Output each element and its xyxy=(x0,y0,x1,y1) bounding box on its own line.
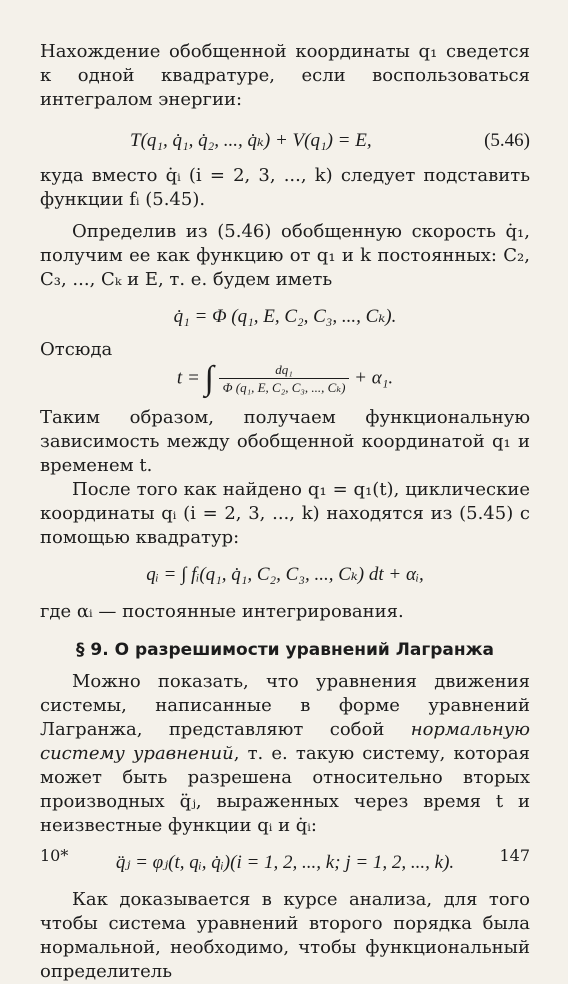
paragraph-substitution: куда вместо q̇ᵢ (i = 2, 3, ..., k) следует подставить функции fᵢ (5.45). xyxy=(40,165,530,210)
equation-lhs: t = xyxy=(176,367,200,389)
section-heading: § 9. О разрешимости уравнений Лагранжа xyxy=(75,640,494,660)
integral-sign: ∫ xyxy=(204,360,214,397)
equation-time-integral xyxy=(40,362,530,396)
equation-normal-form: q̈ⱼ = φⱼ(t, qᵢ, q̇ᵢ)(i = 1, 2, ..., k; j = 1, 2, ..., k). xyxy=(115,852,455,873)
paragraph-constants: где αᵢ — постоянные интегрирования. xyxy=(40,601,404,622)
normal-system-text-a: Можно показать, что уравнения движения системы, написанные в форме уравнений Лагранжа, представляют собой xyxy=(40,671,530,740)
paragraph-determinant: Как доказывается в курсе анализа, для того чтобы система уравнений второго порядка была нормальной, необходимо, чтобы функциональный определитель xyxy=(40,889,530,982)
normal-system-emphasis: нормальную систему уравнений xyxy=(40,719,530,764)
equation-cyclic-integral: qᵢ = ∫ fᵢ(q₁, q̇₁, C₂, C₃, ..., Cₖ) dt + αᵢ, xyxy=(146,564,424,585)
paragraph-dependence: Таким образом, получаем функциональную зависимость между обобщенной координатой q₁ и временем t. xyxy=(40,407,530,476)
paragraph-intro: Нахождение обобщенной координаты q₁ сведется к одной квадратуре, если воспользоваться интегралом энергии: xyxy=(40,41,530,110)
equation-5-46 xyxy=(40,128,530,154)
page-number: 147 xyxy=(499,846,530,865)
equation-phi: q̇₁ = Φ (q₁, E, C₂, C₃, ..., Cₖ). xyxy=(173,306,397,327)
fraction-denominator: Φ (q₁, E, C₂, C₃, ..., Cₖ) xyxy=(219,378,350,396)
normal-system-text-b: , т. е. такую систему, которая может быть разрешена относительно вторых производных q̈ⱼ, выраженных через время t и неизвестные функции qᵢ и q̇ᵢ: xyxy=(40,743,530,836)
equation-tail: + α₁. xyxy=(354,367,394,389)
paragraph-normal-system xyxy=(40,670,530,838)
paragraph-cyclic: После того как найдено q₁ = q₁(t), циклические координаты qᵢ (i = 2, 3, ..., k) находятся из (5.45) с помощью квадратур: xyxy=(40,479,530,548)
equation-number: (5.46) xyxy=(484,130,530,151)
signature-mark: 10* xyxy=(40,846,69,865)
fraction-numerator: dq₁ xyxy=(275,362,293,377)
fraction xyxy=(219,362,350,396)
equation-5-46-body: T(q₁, q̇₁, q̇₂, ..., q̇ₖ) + V(q₁) = E, xyxy=(130,130,372,151)
paragraph-velocity: Определив из (5.46) обобщенную скорость q̇₁, получим ее как функцию от q₁ и k постоянных: C₂, C₃, ..., Cₖ и E, т. е. будем иметь xyxy=(40,221,530,290)
paragraph-hence: Отсюда xyxy=(40,339,113,360)
